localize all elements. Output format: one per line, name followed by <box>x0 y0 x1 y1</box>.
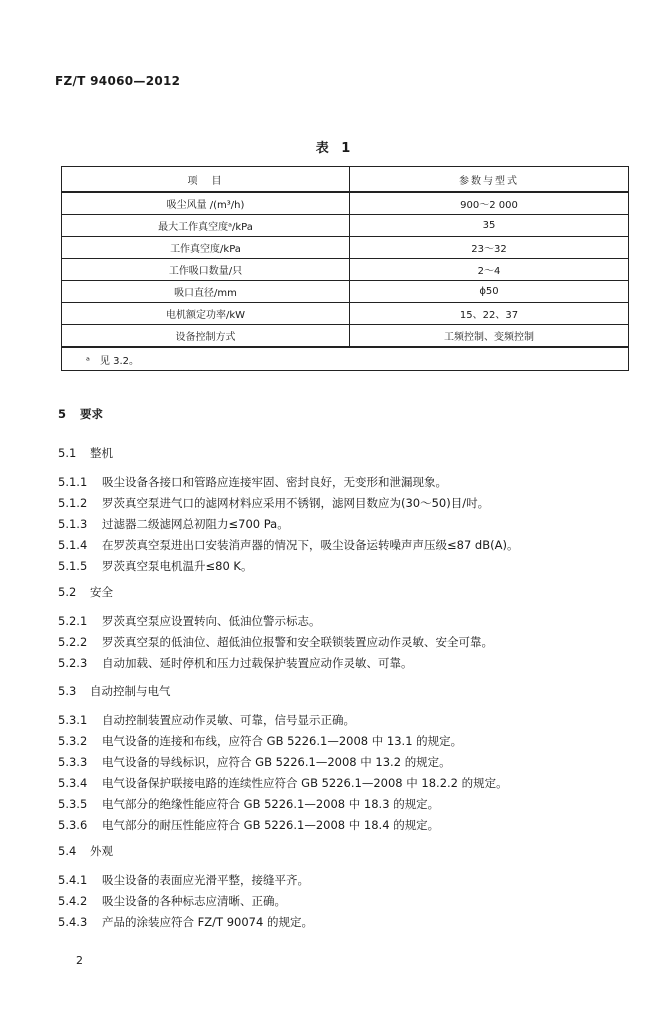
clause-text: 罗茨真空泵进气口的滤网材料应采用不锈钢，滤网目数应为(30～50)目/吋。 <box>102 496 490 510</box>
clause-text: 电气设备的连接和布线，应符合 GB 5226.1—2008 中 13.1 的规定。 <box>102 734 463 748</box>
table-row <box>62 281 629 303</box>
clause-line <box>58 872 309 888</box>
clause-text: 过滤器二级滤网总初阻力≤700 Pa。 <box>102 517 289 531</box>
clause-number: 5.4.3 <box>58 915 88 929</box>
clause-text: 罗茨真空泵的低油位、超低油位报警和安全联锁装置应动作灵敏、安全可靠。 <box>102 635 493 649</box>
table-row <box>62 237 629 259</box>
section-heading <box>58 445 113 461</box>
clause-number: 5.4 <box>58 844 77 858</box>
clause-number: 5.3.2 <box>58 734 88 748</box>
table-cell-value: 2～4 <box>350 259 629 281</box>
table-cell-value: 900～2 000 <box>350 192 629 215</box>
section-heading <box>58 683 171 699</box>
clause-text: 电气部分的绝缘性能应符合 GB 5226.1—2008 中 18.3 的规定。 <box>102 797 440 811</box>
clause-number: 5.4.2 <box>58 894 88 908</box>
clause-line <box>58 655 413 671</box>
clause-number: 5.3.3 <box>58 755 88 769</box>
clause-line <box>58 733 462 749</box>
column-header-parameters: 参数与型式 <box>350 167 629 193</box>
clause-text: 吸尘设备的表面应光滑平整，接缝平齐。 <box>102 873 309 887</box>
clause-text: 罗茨真空泵电机温升≤80 K。 <box>102 559 253 573</box>
table-row <box>62 325 629 348</box>
clause-number: 5.2 <box>58 585 77 599</box>
table-cell-item: 吸口直径/mm <box>62 281 350 303</box>
clause-number: 5.3.1 <box>58 713 88 727</box>
document-code-header: FZ/T 94060—2012 <box>55 74 181 88</box>
table-cell-item: 吸尘风量 /(m³/h) <box>62 192 350 215</box>
clause-number: 5.1 <box>58 446 77 460</box>
table-cell-item: 工作真空度/kPa <box>62 237 350 259</box>
clause-line <box>58 495 489 511</box>
clause-line <box>58 914 313 930</box>
table-header-row <box>62 167 629 193</box>
clause-line <box>58 613 321 629</box>
clause-text: 自动控制与电气 <box>90 684 171 698</box>
clause-number: 5.1.5 <box>58 559 88 573</box>
table-caption: 表 1 <box>315 141 355 156</box>
clause-line <box>58 712 355 728</box>
clause-line <box>58 775 508 791</box>
clause-text: 电气部分的耐压性能应符合 GB 5226.1—2008 中 18.4 的规定。 <box>102 818 440 832</box>
clause-text: 吸尘设备的各种标志应清晰、正确。 <box>102 894 286 908</box>
clause-line <box>58 796 439 812</box>
section-heading <box>58 584 113 600</box>
clause-text: 电气设备的导线标识，应符合 GB 5226.1—2008 中 13.2 的规定。 <box>102 755 451 769</box>
clause-number: 5 <box>58 407 67 421</box>
clause-number: 5.2.1 <box>58 614 88 628</box>
table-cell-item: 电机额定功率/kW <box>62 303 350 325</box>
table-cell-value: 工频控制、变频控制 <box>350 325 629 348</box>
clause-number: 5.3.5 <box>58 797 88 811</box>
clause-text: 外观 <box>90 844 113 858</box>
clause-number: 5.2.3 <box>58 656 88 670</box>
clause-text: 吸尘设备各接口和管路应连接牢固、密封良好，无变形和泄漏现象。 <box>102 475 447 489</box>
clause-text: 要求 <box>80 407 103 421</box>
clause-line <box>58 474 447 490</box>
table-cell-value: 35 <box>350 215 629 237</box>
clause-line <box>58 516 289 532</box>
table-row <box>62 259 629 281</box>
table-cell-value: ϕ50 <box>350 281 629 303</box>
clause-number: 5.1.2 <box>58 496 88 510</box>
clause-number: 5.2.2 <box>58 635 88 649</box>
clause-text: 在罗茨真空泵进出口安装消声器的情况下，吸尘设备运转噪声声压级≤87 dB(A)。 <box>102 538 519 552</box>
clause-text: 自动加载、延时停机和压力过载保护装置应动作灵敏、可靠。 <box>102 656 413 670</box>
clause-number: 5.3 <box>58 684 77 698</box>
table-footnote: ᵃ 见 3.2。 <box>62 347 629 371</box>
clause-text: 罗茨真空泵应设置转向、低油位警示标志。 <box>102 614 321 628</box>
clause-line <box>58 817 439 833</box>
clause-number: 5.1.1 <box>58 475 88 489</box>
table-cell-item: 最大工作真空度ᵃ/kPa <box>62 215 350 237</box>
section-heading <box>58 843 113 859</box>
clause-line <box>58 558 252 574</box>
clause-number: 5.1.3 <box>58 517 88 531</box>
clause-line <box>58 537 518 553</box>
clause-text: 安全 <box>90 585 113 599</box>
clause-text: 产品的涂装应符合 FZ/T 90074 的规定。 <box>102 915 313 929</box>
clause-line <box>58 634 493 650</box>
clause-number: 5.4.1 <box>58 873 88 887</box>
section-heading <box>58 406 103 422</box>
clause-text: 自动控制装置应动作灵敏、可靠，信号显示正确。 <box>102 713 355 727</box>
table-cell-value: 23～32 <box>350 237 629 259</box>
table-cell-value: 15、22、37 <box>350 303 629 325</box>
table-cell-item: 设备控制方式 <box>62 325 350 348</box>
clause-number: 5.3.6 <box>58 818 88 832</box>
clause-number: 5.3.4 <box>58 776 88 790</box>
table-row <box>62 303 629 325</box>
table-row <box>62 192 629 215</box>
table-row <box>62 215 629 237</box>
clause-text: 电气设备保护联接电路的连续性应符合 GB 5226.1—2008 中 18.2.2 的规定。 <box>102 776 508 790</box>
table-footnote-row <box>62 347 629 371</box>
page-number: 2 <box>76 954 83 967</box>
clause-number: 5.1.4 <box>58 538 88 552</box>
parameters-table <box>61 166 629 371</box>
column-header-item: 项 目 <box>62 167 350 193</box>
clause-text: 整机 <box>90 446 113 460</box>
clause-line <box>58 754 451 770</box>
clause-line <box>58 893 286 909</box>
table-cell-item: 工作吸口数量/只 <box>62 259 350 281</box>
